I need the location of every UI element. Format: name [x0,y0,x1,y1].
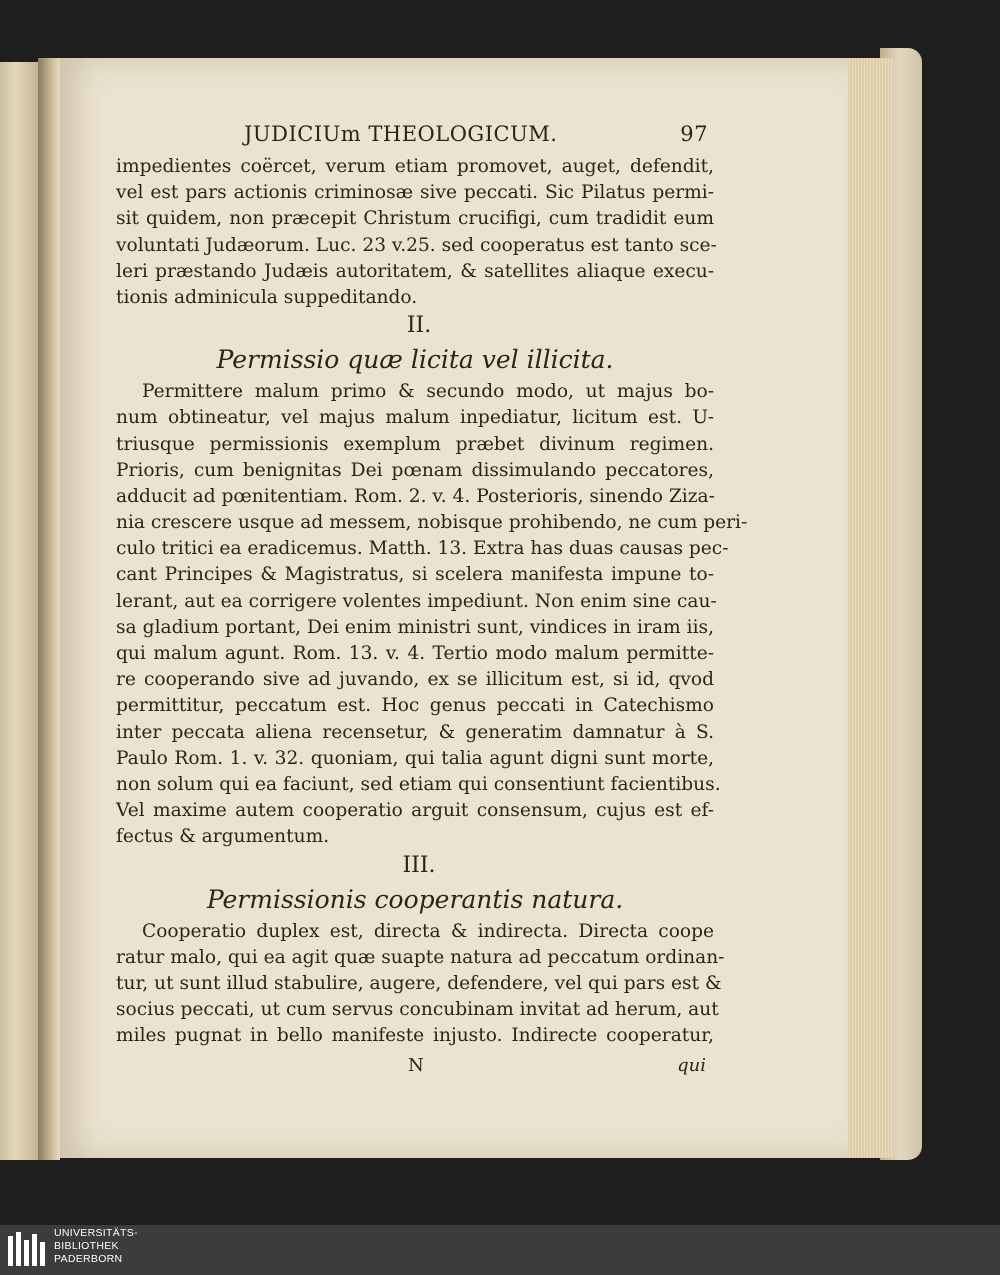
text-line: miles pugnat in bello manifeste injusto. Indirecte cooperatur, [116,1025,714,1047]
text-line: cant Principes & Magistratus, si scelera manifesta impune to- [116,564,714,586]
paragraph-3 [116,919,725,1050]
text-line: non solum qui ea faciunt, sed etiam qui consentiunt facientibus. [116,773,721,795]
page-block-edges [845,58,893,1158]
book-gutter [38,58,60,1160]
text-line: re cooperando sive ad juvando, ex se illicitum est, si id, qvod [116,669,714,691]
text-line: Paulo Rom. 1. v. 32. quoniam, qui talia agunt digni sunt morte, [116,747,714,769]
text-line: tur, ut sunt illud stabulire, augere, defendere, vel qui pars est & [116,972,722,994]
text-line: Cooperatio duplex est, directa & indirecta. Directa coope [142,920,714,942]
text-line: Permittere malum primo & secundo modo, ut majus bo- [142,381,714,403]
left-page-edge [0,62,40,1160]
text-line: voluntati Judæorum. Luc. 23 v.25. sed cooperatus est tanto sce- [116,234,717,256]
library-logo-icon [6,1230,50,1270]
paragraph-1 [116,154,717,311]
text-line: nia crescere usque ad messem, nobisque prohibendo, ne cum peri- [116,512,748,534]
text-line: culo tritici ea eradicemus. Matth. 13. Extra has duas causas pec- [116,538,729,560]
text-line: permittitur, peccatum est. Hoc genus peccati in Catechismo [116,695,714,717]
text-line: impedientes coërcet, verum etiam promovet, auget, defendit, [116,156,714,177]
text-line: tionis adminicula suppeditando. [116,286,418,308]
text-line: Vel maxime autem cooperatio arguit consensum, cujus est ef- [116,800,714,822]
library-name [54,1227,138,1266]
text-line: triusque permissionis exemplum præbet divinum regimen. [116,433,714,455]
text-line: adducit ad pœnitentiam. Rom. 2. v. 4. Posterioris, sinendo Ziza- [116,485,715,507]
signature-mark: N [408,1055,424,1077]
library-name-line-2: BIBLIOTHEK [54,1240,119,1252]
library-name-line-3: PADERBORN [54,1253,123,1265]
running-head [116,118,714,154]
signature-line [116,1049,714,1081]
section-title: Permissionis cooperantis natura. [206,884,624,914]
section-number: III. [402,852,436,878]
text-line: sa gladium portant, Dei enim ministri sunt, vindices in iram iis, [116,616,714,638]
text-line: socius peccati, ut cum servus concubinam invitat ad herum, aut [116,999,719,1021]
library-name-line-1: UNIVERSITÄTS- [54,1227,138,1239]
text-line: Prioris, cum benignitas Dei pœnam dissimulando peccatores, [116,459,714,481]
page-number: 97 [680,122,708,146]
footer-bar [0,1225,1000,1275]
text-line: qui malum agunt. Rom. 13. v. 4. Tertio modo malum permitte- [116,643,714,664]
text-line: vel est pars actionis criminosæ sive peccati. Sic Pilatus permi- [116,182,714,204]
text-line: inter peccata aliena recensetur, & generatim damnatur à S. [116,721,714,743]
text-column [116,118,748,1081]
section-title: Permissio quæ licita vel illicita. [216,345,614,375]
text-line: fectus & argumentum. [116,826,330,848]
text-line: num obtineatur, vel majus malum inpediatur, licitum est. U- [116,407,714,429]
text-line: ratur malo, qui ea agit quæ suapte natura ad peccatum ordinan- [116,946,725,968]
paragraph-2 [116,379,748,850]
catchword: qui [677,1055,706,1077]
text-line: leri præstando Judæis autoritatem, & satellites aliaque execu- [116,260,714,282]
running-head-title: JUDICIUm THEOLOGICUM. [244,122,558,146]
section-number: II. [406,313,432,339]
text-line: lerant, aut ea corrigere volentes impediunt. Non enim sine cau- [116,590,717,612]
text-line: sit quidem, non præcepit Christum crucifigi, cum tradidit eum [116,208,714,230]
